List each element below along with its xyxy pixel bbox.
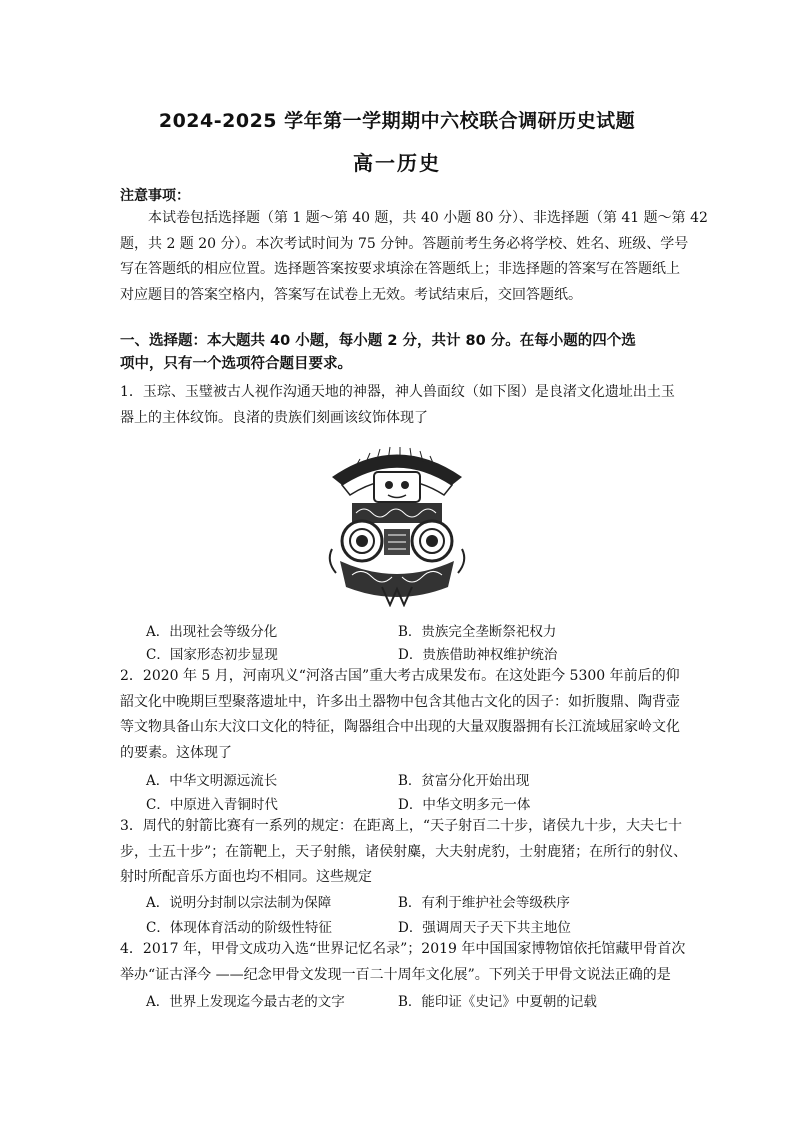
q1-option-d: D．贵族借助神权维护统治 xyxy=(398,647,558,663)
notice-line: 本试卷包括选择题（第 1 题～第 40 题，共 40 小题 80 分）、非选择题（第 41 题～第 42 xyxy=(120,210,708,226)
notice-line: 题，共 2 题 20 分）。本次考试时间为 75 分钟。答题前考生务必将学校、姓名、班级、学号 xyxy=(120,235,689,252)
q3-option-b: B．有利于维护社会等级秩序 xyxy=(398,895,570,911)
notice-line: 写在答题纸的相应位置。选择题答案按要求填涂在答题纸上；非选择题的答案写在答题纸上 xyxy=(120,261,680,278)
section-heading-line: 一、选择题：本大题共 40 小题，每小题 2 分，共计 80 分。在每小题的四个选 xyxy=(120,333,636,349)
q3-option-a: A．说明分封制以宗法制为保障 xyxy=(146,895,332,911)
stem-line: 韶文化中晚期巨型聚落遗址中，许多出土器物中包含其他古文化的因子：如折腹鼎、陶背壶 xyxy=(120,693,680,710)
question-3-stem xyxy=(120,814,688,891)
stem-line: 等文物具备山东大汶口文化的特征，陶器组合中出现的大量双腹器拥有长江流域屈家岭文化 xyxy=(120,719,680,736)
q4-option-a: A．世界上发现迄今最古老的文字 xyxy=(146,994,345,1010)
question-2-stem xyxy=(120,664,680,767)
q2-option-d: D．中华文明多元一体 xyxy=(398,797,531,813)
q4-option-b: B．能印证《史记》中夏朝的记载 xyxy=(398,994,597,1010)
q1-option-c: C．国家形态初步显现 xyxy=(146,647,278,663)
question-4-stem xyxy=(120,937,686,988)
stem-line: 器上的主体纹饰。良渚的贵族们刻画该纹饰体现了 xyxy=(120,409,428,426)
q1-option-a: A．出现社会等级分化 xyxy=(146,624,278,640)
q3-option-c: C．体现体育活动的阶级性特征 xyxy=(146,920,332,936)
question-1-stem xyxy=(120,380,680,431)
exam-title: 2024-2025 学年第一学期期中六校联合调研历史试题 xyxy=(158,110,636,132)
notice-line: 对应题目的答案空格内，答案写在试卷上无效。考试结束后，交回答题纸。 xyxy=(120,287,582,304)
stem-line: 3．周代的射箭比赛有一系列的规定：在距离上，“天子射百二十步，诸侯九十步，大夫七十 xyxy=(120,818,683,834)
stem-line: 4．2017 年，甲骨文成功入选“世界记忆名录”；2019 年中国国家博物馆依托馆藏甲骨首次 xyxy=(120,941,686,957)
q2-option-c: C．中原进入青铜时代 xyxy=(146,797,278,813)
stem-line: 1．玉琮、玉璧被古人视作沟通天地的神器，神人兽面纹（如下图）是良渚文化遗址出土玉 xyxy=(120,384,675,400)
notice-heading: 注意事项： xyxy=(120,188,190,204)
mask-motif-figure xyxy=(312,437,482,607)
q1-option-b: B．贵族完全垄断祭祀权力 xyxy=(398,624,557,640)
stem-line: 2．2020 年 5 月，河南巩义“河洛古国”重大考古成果发布。在这处距今 5300 年前后的仰 xyxy=(120,668,680,684)
section-heading-line: 项中，只有一个选项符合题目要求。 xyxy=(120,356,352,372)
exam-subtitle: 高一历史 xyxy=(353,151,441,175)
stem-line: 步，士五十步”；在箭靶上，天子射熊，诸侯射麋，大夫射虎豹，士射鹿猪；在所行的射仪、 xyxy=(120,843,688,860)
q3-option-d: D．强调周天子天下共主地位 xyxy=(398,920,571,936)
stem-line: 射时所配音乐方面也均不相同。这些规定 xyxy=(120,869,372,886)
notice-body xyxy=(120,206,708,309)
q2-option-b: B．贫富分化开始出现 xyxy=(398,773,530,789)
section-heading xyxy=(120,330,690,376)
q2-option-a: A．中华文明源远流长 xyxy=(146,773,278,789)
stem-line: 举办“证古泽今 ——纪念甲骨文发现一百二十周年文化展”。下列关于甲骨文说法正确的是 xyxy=(120,966,671,983)
stem-line: 的要素。这体现了 xyxy=(120,745,232,762)
